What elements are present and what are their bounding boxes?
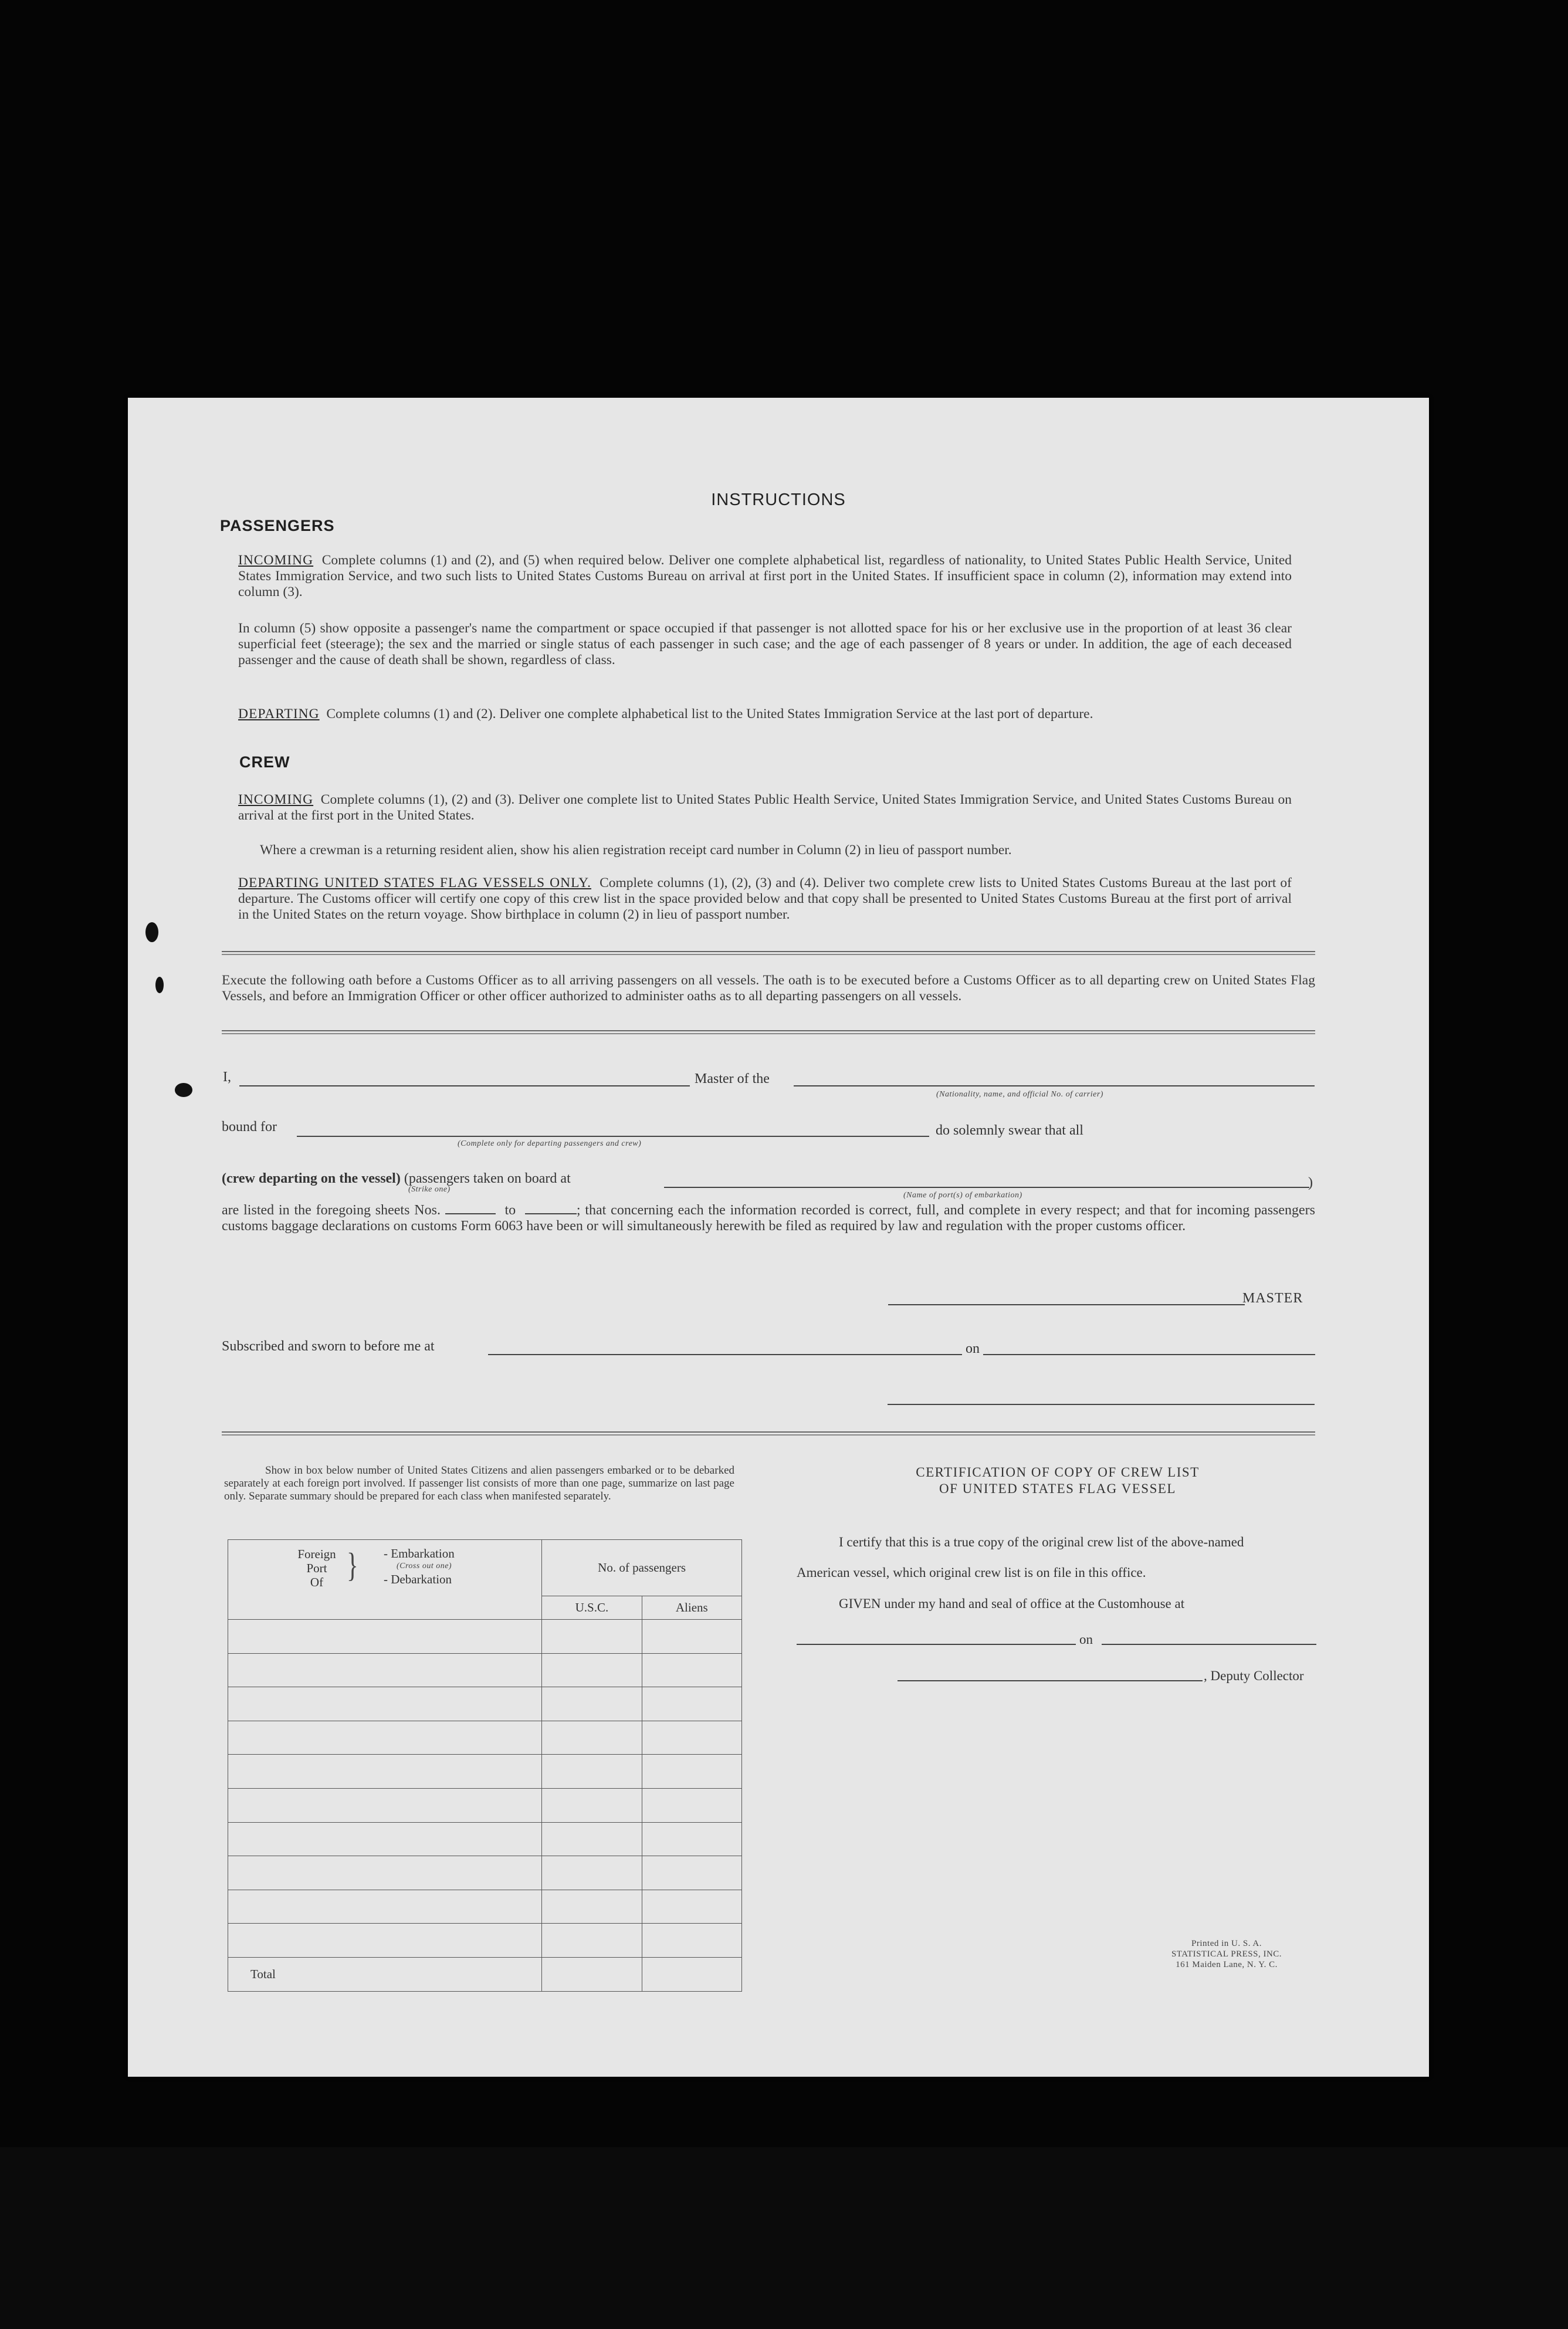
passengers-incoming-label: INCOMING (238, 553, 314, 568)
customhouse-line[interactable] (797, 1644, 1076, 1645)
table-row (228, 1890, 742, 1924)
printer-line1: Printed in U. S. A. (1191, 1939, 1262, 1948)
subscribed-on-label: on (966, 1341, 980, 1356)
certification-line1: I certify that this is a true copy of the original crew list of the above-named (839, 1535, 1244, 1549)
subscribed-place-line[interactable] (488, 1354, 962, 1355)
of-label: Of (310, 1575, 324, 1589)
oath-statement (222, 1203, 1315, 1234)
port-cell[interactable] (228, 1890, 542, 1924)
listed-statement: ; that concerning each the information recorded is correct, full, and complete in every respect; and that for incoming passengers customs baggage declarations on customs Form 6063 have been or will simultaneously herewith be filed as required by law and regulation with the proper customs officer. (222, 1203, 1316, 1234)
usc-cell[interactable] (542, 1924, 642, 1958)
scanner-background (0, 2147, 1568, 2329)
table-row (228, 1687, 742, 1721)
crew-incoming-label: INCOMING (238, 792, 314, 807)
aliens-cell[interactable] (642, 1822, 741, 1856)
ink-blot (175, 1083, 192, 1097)
table-row (228, 1788, 742, 1822)
total-label: Total (228, 1957, 542, 1991)
table-row (228, 1924, 742, 1958)
sheet-to-blank[interactable] (525, 1205, 577, 1214)
aliens-cell[interactable] (642, 1721, 741, 1755)
usc-cell[interactable] (542, 1822, 642, 1856)
aliens-cell[interactable] (642, 1687, 741, 1721)
usc-cell[interactable] (542, 1721, 642, 1755)
port-cell[interactable] (228, 1620, 542, 1654)
crew-heading: CREW (239, 753, 290, 771)
total-row (228, 1957, 742, 1991)
crew-incoming-text: Complete columns (1), (2) and (3). Deliver one complete list to United States Public Health Service, United States Immigration Service, and United States Customs Bureau on arrival at the first port in the United States. (238, 792, 1292, 823)
usc-cell[interactable] (542, 1687, 642, 1721)
usc-total-cell[interactable] (542, 1957, 642, 1991)
passengers-departing-label: DEPARTING (238, 706, 320, 722)
port-cell[interactable] (228, 1924, 542, 1958)
aliens-header: Aliens (642, 1596, 741, 1620)
ports-close-paren: ) (1308, 1175, 1313, 1190)
subscribed-date-line[interactable] (983, 1354, 1315, 1355)
passengers-incoming-paragraph (238, 553, 1292, 600)
certification-line2: American vessel, which original crew list is on file in this office. (797, 1565, 1146, 1580)
aliens-cell[interactable] (642, 1924, 741, 1958)
table-row (228, 1856, 742, 1890)
certification-date-line[interactable] (1102, 1644, 1316, 1645)
passengers-heading: PASSENGERS (220, 517, 335, 534)
aliens-cell[interactable] (642, 1890, 741, 1924)
crew-incoming-paragraph (238, 792, 1292, 824)
table-row (228, 1755, 742, 1789)
printer-line3: 161 Maiden Lane, N. Y. C. (1176, 1960, 1278, 1969)
aliens-cell[interactable] (642, 1755, 741, 1789)
strike-one-note: (Strike one) (408, 1185, 451, 1194)
debarkation-option[interactable]: - Debarkation (384, 1572, 452, 1586)
summary-instructions: Show in box below number of United States Citizens and alien passengers embarked or to be debarked separately at each foreign port involved. If passenger list consists of more than one page, summarize on last page only. Separate summary should be prepared for each class when manifested separately. (224, 1464, 734, 1502)
deputy-collector-label: , Deputy Collector (1204, 1668, 1304, 1683)
page-title: INSTRUCTIONS (711, 490, 846, 509)
ink-blot (145, 922, 158, 942)
aliens-cell[interactable] (642, 1788, 741, 1822)
sheet-from-blank[interactable] (445, 1205, 496, 1214)
crew-departing-label: DEPARTING UNITED STATES FLAG VESSELS ONLY. (238, 875, 591, 891)
bound-for-line[interactable] (297, 1136, 929, 1137)
brace-glyph: } (347, 1546, 358, 1584)
aliens-cell[interactable] (642, 1856, 741, 1890)
port-cell[interactable] (228, 1687, 542, 1721)
usc-cell[interactable] (542, 1890, 642, 1924)
aliens-total-cell[interactable] (642, 1957, 741, 1991)
foreign-port-label (290, 1547, 343, 1589)
usc-cell[interactable] (542, 1620, 642, 1654)
bound-for-label: bound for (222, 1119, 277, 1135)
cross-out-note: (Cross out one) (397, 1562, 452, 1570)
aliens-cell[interactable] (642, 1620, 741, 1654)
usc-cell[interactable] (542, 1653, 642, 1687)
ink-blot (155, 977, 164, 993)
port-label: Port (306, 1561, 327, 1575)
master-signature-line[interactable] (888, 1304, 1245, 1305)
embarkation-options (384, 1547, 455, 1586)
foreign-label: Foreign (297, 1547, 336, 1561)
form-page (128, 398, 1429, 2077)
swear-label: do solemnly swear that all (936, 1123, 1083, 1138)
certification-title-line2: OF UNITED STATES FLAG VESSEL (939, 1481, 1176, 1496)
certification-title-line1: CERTIFICATION OF COPY OF CREW LIST (916, 1465, 1200, 1480)
printer-line2: STATISTICAL PRESS, INC. (1171, 1949, 1282, 1959)
certification-title (797, 1464, 1319, 1497)
port-cell[interactable] (228, 1755, 542, 1789)
passengers-incoming-text: Complete columns (1) and (2), and (5) when required below. Deliver one complete alphabetical list, regardless of nationality, to United States Public Health Service, United States Immigration Service, and two such lists to United States Customs Bureau on arrival at first port in the United States. If insufficient space in column (2), information may extend into column (3). (238, 553, 1292, 600)
carrier-note: (Nationality, name, and official No. of carrier) (936, 1090, 1103, 1099)
no-passengers-header: No. of passengers (542, 1540, 742, 1596)
section-divider (222, 1431, 1315, 1436)
certification-line3: GIVEN under my hand and seal of office at the Customhouse at (839, 1596, 1185, 1611)
passengers-departing-paragraph (238, 706, 1292, 722)
table-row (228, 1620, 742, 1654)
oath-i-label: I, (223, 1069, 231, 1085)
passengers-column5-paragraph: In column (5) show opposite a passenger's name the compartment or space occupied if that passenger is not allotted space for his or her exclusive use in the proportion of at least 36 clear superficial feet (steerage); the sex and the married or single status of each passenger in such case; and the age of each passenger of 8 years or under. In addition, the age of each deceased passenger and the cause of death shall be shown, regardless of class. (238, 621, 1292, 668)
crew-returning-paragraph: Where a crewman is a returning resident alien, show his alien registration receipt card number in Column (2) in lieu of passport number. (260, 842, 1012, 858)
crew-departing-text: Complete columns (1), (2), (3) and (4). Deliver two complete crew lists to United States Customs Bureau at the last port of departure. The Customs officer will certify one copy of this crew list in the space provided below and that copy shall be presented to United States Customs Bureau at the first port of arrival in the United States on the return voyage. Show birthplace in column (2) in lieu of passport number. (238, 875, 1292, 922)
strike-options (222, 1171, 571, 1187)
carrier-line[interactable] (794, 1085, 1315, 1086)
master-name-line[interactable] (239, 1085, 690, 1086)
master-signature-label: MASTER (1242, 1291, 1303, 1306)
listed-to: to (504, 1203, 516, 1218)
passengers-taken-option[interactable]: (passengers taken on board at (404, 1171, 571, 1186)
table-row (228, 1653, 742, 1687)
aliens-cell[interactable] (642, 1653, 741, 1687)
passenger-summary-table (228, 1539, 742, 1992)
section-divider (222, 951, 1315, 955)
foreign-port-header (228, 1540, 542, 1620)
port-cell[interactable] (228, 1653, 542, 1687)
section-divider (222, 1030, 1315, 1034)
subscribed-label: Subscribed and sworn to before me at (222, 1339, 435, 1354)
crew-departing-paragraph (238, 875, 1292, 923)
oath-intro: Execute the following oath before a Customs Officer as to all arriving passengers on all vessels. The oath is to be executed before a Customs Officer as to all departing crew on United States Flag Vessels, and before an Immigration Officer or other officer authorized to administer oaths as to all departing passengers on all vessels. (222, 973, 1315, 1004)
ports-note: (Name of port(s) of embarkation) (903, 1191, 1022, 1200)
passengers-departing-text: Complete columns (1) and (2). Deliver one complete alphabetical list to the United States Immigration Service at the last port of departure. (326, 706, 1093, 722)
embarkation-option[interactable]: - Embarkation (384, 1546, 455, 1560)
printer-imprint (1142, 1938, 1312, 1970)
certification-on-label: on (1079, 1632, 1093, 1647)
table-row (228, 1721, 742, 1755)
usc-cell[interactable] (542, 1856, 642, 1890)
port-cell[interactable] (228, 1721, 542, 1755)
usc-header: U.S.C. (542, 1596, 642, 1620)
usc-cell[interactable] (542, 1788, 642, 1822)
officer-signature-line[interactable] (888, 1404, 1315, 1405)
deputy-collector-line[interactable] (898, 1680, 1203, 1681)
port-cell[interactable] (228, 1788, 542, 1822)
port-cell[interactable] (228, 1822, 542, 1856)
listed-label: are listed in the foregoing sheets Nos. (222, 1203, 441, 1218)
table-row (228, 1822, 742, 1856)
ports-line[interactable] (664, 1187, 1309, 1188)
departing-note: (Complete only for departing passengers and crew) (458, 1139, 642, 1148)
crew-departing-option[interactable]: (crew departing on the vessel) (222, 1171, 401, 1186)
master-of-label: Master of the (695, 1071, 770, 1086)
port-cell[interactable] (228, 1856, 542, 1890)
usc-cell[interactable] (542, 1755, 642, 1789)
